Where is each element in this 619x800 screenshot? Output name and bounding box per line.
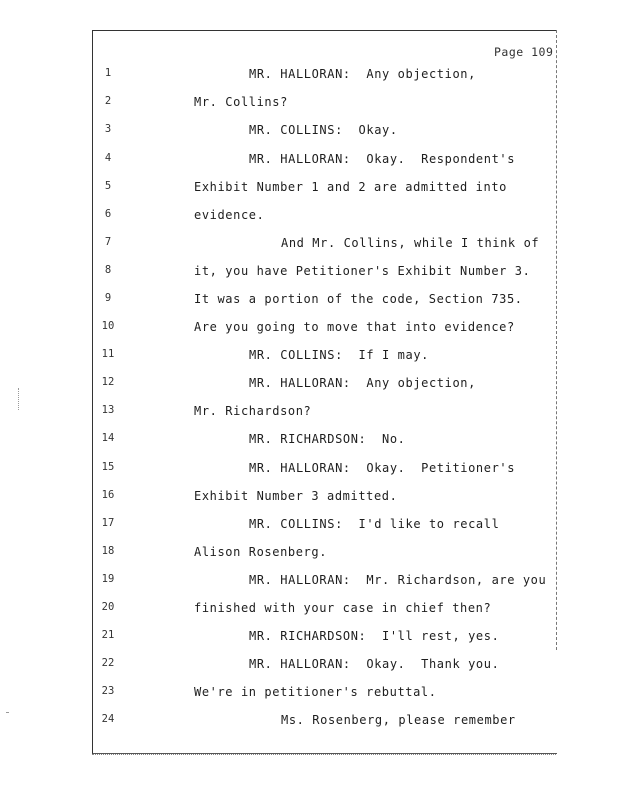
transcript-line — [0, 292, 560, 312]
transcript-line — [0, 180, 560, 200]
transcript-line — [0, 264, 560, 284]
transcript-line — [0, 713, 560, 733]
line-text: MR. COLLINS: I'd like to recall — [249, 517, 500, 531]
page-number: Page 109 — [494, 45, 554, 59]
line-number: 13 — [101, 404, 115, 416]
transcript-line — [0, 152, 560, 172]
transcript-line — [0, 657, 560, 677]
line-text: MR. RICHARDSON: No. — [249, 432, 406, 446]
line-text: Exhibit Number 3 admitted. — [194, 489, 398, 503]
transcript-line — [0, 573, 560, 593]
line-text: Mr. Collins? — [194, 95, 288, 109]
line-text: finished with your case in chief then? — [194, 601, 492, 615]
line-number: 2 — [104, 95, 112, 107]
line-text: MR. HALLORAN: Any objection, — [249, 376, 476, 390]
line-text: MR. COLLINS: If I may. — [249, 348, 429, 362]
line-text: MR. HALLORAN: Okay. Thank you. — [249, 657, 500, 671]
line-text: Are you going to move that into evidence? — [194, 320, 515, 334]
line-number: 7 — [104, 236, 112, 248]
line-number: 15 — [101, 461, 115, 473]
transcript-line — [0, 545, 560, 565]
line-number: 9 — [104, 292, 112, 304]
transcript-line — [0, 236, 560, 256]
line-number: 6 — [104, 208, 112, 220]
transcript-line — [0, 685, 560, 705]
line-number: 16 — [101, 489, 115, 501]
line-text: Alison Rosenberg. — [194, 545, 328, 559]
transcript-line — [0, 320, 560, 340]
line-text: And Mr. Collins, while I think of — [281, 236, 540, 250]
line-number: 4 — [104, 152, 112, 164]
line-text: MR. HALLORAN: Any objection, — [249, 67, 476, 81]
line-text: MR. RICHARDSON: I'll rest, yes. — [249, 629, 500, 643]
line-number: 3 — [104, 123, 112, 135]
line-text: We're in petitioner's rebuttal. — [194, 685, 437, 699]
transcript-line — [0, 489, 560, 509]
transcript-line — [0, 432, 560, 452]
line-number: 19 — [101, 573, 115, 585]
transcript-line — [0, 67, 560, 87]
line-number: 12 — [101, 376, 115, 388]
line-number: 23 — [101, 685, 115, 697]
line-text: Mr. Richardson? — [194, 404, 312, 418]
line-number: 1 — [104, 67, 112, 79]
bottom-scan-noise — [92, 754, 556, 761]
line-number: 20 — [101, 601, 115, 613]
line-text: Ms. Rosenberg, please remember — [281, 713, 516, 727]
line-text: Exhibit Number 1 and 2 are admitted into — [194, 180, 507, 194]
line-number: 17 — [101, 517, 115, 529]
transcript-line — [0, 376, 560, 396]
line-text: MR. HALLORAN: Mr. Richardson, are you — [249, 573, 547, 587]
line-number: 14 — [101, 432, 115, 444]
transcript-line — [0, 461, 560, 481]
transcript-line — [0, 95, 560, 115]
line-number: 5 — [104, 180, 112, 192]
line-number: 11 — [101, 348, 115, 360]
line-number: 8 — [104, 264, 112, 276]
line-number: 10 — [101, 320, 115, 332]
transcript-line — [0, 601, 560, 621]
transcript-line — [0, 517, 560, 537]
transcript-line — [0, 348, 560, 368]
line-number: 24 — [101, 713, 115, 725]
line-number: 18 — [101, 545, 115, 557]
line-text: evidence. — [194, 208, 265, 222]
line-number: 22 — [101, 657, 115, 669]
transcript-line — [0, 208, 560, 228]
line-text: MR. HALLORAN: Okay. Respondent's — [249, 152, 516, 166]
line-text: it, you have Petitioner's Exhibit Number 3. — [194, 264, 531, 278]
line-text: MR. COLLINS: Okay. — [249, 123, 398, 137]
transcript-line — [0, 404, 560, 424]
transcript-line — [0, 123, 560, 143]
transcript-line — [0, 629, 560, 649]
line-text: MR. HALLORAN: Okay. Petitioner's — [249, 461, 516, 475]
line-number: 21 — [101, 629, 115, 641]
line-text: It was a portion of the code, Section 735. — [194, 292, 523, 306]
